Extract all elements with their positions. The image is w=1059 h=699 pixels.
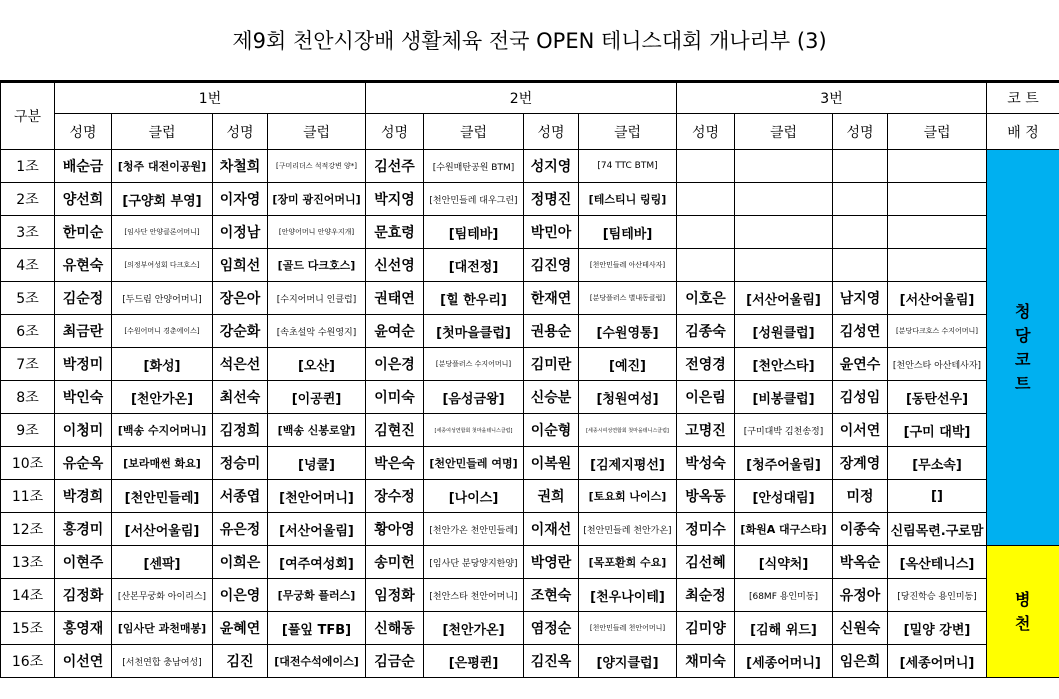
player-name — [677, 216, 735, 249]
player-club: [천안스타 아산테사자] — [888, 348, 987, 381]
player-name: 신승분 — [524, 381, 579, 414]
player-name: 이재선 — [524, 513, 579, 546]
col-club-header: 클럽 — [424, 114, 524, 150]
player-name: 조현숙 — [524, 579, 579, 612]
group-row — [1, 480, 1059, 513]
player-name: 김정화 — [55, 579, 112, 612]
player-club: [천안민들레 대우그린] — [424, 183, 524, 216]
player-club: [대전수석에이스] — [268, 645, 366, 678]
player-club: [수원어머니 경춘에이스] — [112, 315, 213, 348]
player-club: [팀테바] — [579, 216, 677, 249]
player-name: 문효령 — [366, 216, 424, 249]
group-label: 4조 — [1, 249, 55, 282]
player-club: [서산어울림] — [888, 282, 987, 315]
court-assignment — [987, 546, 1059, 678]
player-name: 한재연 — [524, 282, 579, 315]
player-club: [여주여성회] — [268, 546, 366, 579]
player-name: 정명진 — [524, 183, 579, 216]
col-name-header: 성명 — [677, 114, 735, 150]
player-club: [넝쿨] — [268, 447, 366, 480]
player-name: 홍경미 — [55, 513, 112, 546]
player-name: 김성임 — [833, 381, 888, 414]
group-label: 6조 — [1, 315, 55, 348]
player-club: [밀양 강변] — [888, 612, 987, 645]
page-title: 제9회 천안시장배 생활체육 전국 OPEN 테니스대회 개나리부 (3) — [0, 0, 1059, 82]
player-name: 김선주 — [366, 150, 424, 183]
player-club: [세종여성연합회 첫마을테니스클럽] — [424, 414, 524, 447]
player-club: [풀잎 TFB] — [268, 612, 366, 645]
player-name: 송미헌 — [366, 546, 424, 579]
col-club-header: 클럽 — [579, 114, 677, 150]
group-row — [1, 150, 1059, 183]
player-club: [동탄선우] — [888, 381, 987, 414]
player-name: 권태연 — [366, 282, 424, 315]
group-label: 8조 — [1, 381, 55, 414]
player-club: [산본무궁화 아이리스] — [112, 579, 213, 612]
player-club: [힐 한우리] — [424, 282, 524, 315]
player-name: 김종숙 — [677, 315, 735, 348]
player-name: 김정희 — [213, 414, 268, 447]
player-name: 윤혜연 — [213, 612, 268, 645]
court-header-bottom: 배 정 — [987, 114, 1059, 150]
player-name: 권희 — [524, 480, 579, 513]
player-club: [74 TTC BTM] — [579, 150, 677, 183]
player-club: [무소속] — [888, 447, 987, 480]
player-club: [서천연합 충남여성] — [112, 645, 213, 678]
player-club — [888, 183, 987, 216]
player-club: [당진학승 용인미동] — [888, 579, 987, 612]
player-name: 김미란 — [524, 348, 579, 381]
player-name: 차철희 — [213, 150, 268, 183]
player-club: [천안가온] — [424, 612, 524, 645]
player-name: 박정미 — [55, 348, 112, 381]
player-club: [서산어울림] — [735, 282, 833, 315]
player-club: [천안어머니] — [268, 480, 366, 513]
player-name — [833, 249, 888, 282]
player-club: [청주어울림] — [735, 447, 833, 480]
player-club: [세종어머니] — [888, 645, 987, 678]
player-club: [세종시여성연합회 첫마을테니스클럽] — [579, 414, 677, 447]
player-club: [속초설악 수원영지] — [268, 315, 366, 348]
player-club: [천안민들레 천안가온] — [579, 513, 677, 546]
player-club: [무궁화 플러스] — [268, 579, 366, 612]
player-name — [677, 150, 735, 183]
player-club: [수원매탄공원 BTM] — [424, 150, 524, 183]
group-label: 15조 — [1, 612, 55, 645]
player-name: 김금순 — [366, 645, 424, 678]
col-club-header: 클럽 — [735, 114, 833, 150]
player-club: [대전정] — [424, 249, 524, 282]
section-header-1: 1번 — [55, 83, 366, 114]
court-name: 병천 — [1015, 589, 1033, 633]
player-name: 장수정 — [366, 480, 424, 513]
player-name: 박영란 — [524, 546, 579, 579]
player-club: [안성대림] — [735, 480, 833, 513]
player-club: [천안민들레] — [112, 480, 213, 513]
player-club: [장미 광진어머니] — [268, 183, 366, 216]
player-name: 장계영 — [833, 447, 888, 480]
player-name: 전영경 — [677, 348, 735, 381]
player-club: [화원A 대구스타] — [735, 513, 833, 546]
player-name: 임정화 — [366, 579, 424, 612]
player-club — [735, 150, 833, 183]
player-club: [임사단 안양클론어머니] — [112, 216, 213, 249]
group-row — [1, 381, 1059, 414]
player-club — [735, 216, 833, 249]
player-name: 이호은 — [677, 282, 735, 315]
player-name: 김현진 — [366, 414, 424, 447]
player-name: 이자영 — [213, 183, 268, 216]
player-club: [테스티니 링링] — [579, 183, 677, 216]
group-label: 16조 — [1, 645, 55, 678]
group-row — [1, 612, 1059, 645]
player-club: [천안스타 천안어머니] — [424, 579, 524, 612]
group-header: 구분 — [1, 83, 55, 150]
player-club: [나이스] — [424, 480, 524, 513]
player-name: 신원숙 — [833, 612, 888, 645]
player-name: 최선숙 — [213, 381, 268, 414]
player-name: 미정 — [833, 480, 888, 513]
player-name: 박옥순 — [833, 546, 888, 579]
group-label: 7조 — [1, 348, 55, 381]
group-row — [1, 414, 1059, 447]
player-club: [분당플러스 별내동클럽] — [579, 282, 677, 315]
player-club: [첫마을클럽] — [424, 315, 524, 348]
player-club: [의정부여성회 다크호스] — [112, 249, 213, 282]
player-club: [예진] — [579, 348, 677, 381]
player-name: 이서연 — [833, 414, 888, 447]
player-name: 석은선 — [213, 348, 268, 381]
player-club: [은평퀸] — [424, 645, 524, 678]
col-club-header: 클럽 — [888, 114, 987, 150]
player-club — [888, 216, 987, 249]
player-name: 유순옥 — [55, 447, 112, 480]
player-name: 이은림 — [677, 381, 735, 414]
player-name: 김진옥 — [524, 645, 579, 678]
group-label: 10조 — [1, 447, 55, 480]
player-club: [센팍] — [112, 546, 213, 579]
player-name — [833, 216, 888, 249]
player-name: 이정남 — [213, 216, 268, 249]
player-club: [양지클럽] — [579, 645, 677, 678]
player-club: [천안가온] — [112, 381, 213, 414]
player-name: 이복원 — [524, 447, 579, 480]
player-club: [분당다크호스 수지어머니] — [888, 315, 987, 348]
player-name: 김미양 — [677, 612, 735, 645]
player-name: 김순정 — [55, 282, 112, 315]
player-name: 방옥동 — [677, 480, 735, 513]
player-club: [천우나이테] — [579, 579, 677, 612]
player-name: 박성숙 — [677, 447, 735, 480]
player-club: [보라매썬 화요] — [112, 447, 213, 480]
player-name: 유정아 — [833, 579, 888, 612]
court-header-top: 코 트 — [987, 83, 1059, 114]
player-name: 양선희 — [55, 183, 112, 216]
group-row — [1, 183, 1059, 216]
player-name: 배순금 — [55, 150, 112, 183]
player-name: 윤여순 — [366, 315, 424, 348]
group-row — [1, 348, 1059, 381]
player-club: [화성] — [112, 348, 213, 381]
player-club — [735, 249, 833, 282]
player-club: [구미 대박] — [888, 414, 987, 447]
col-name-header: 성명 — [213, 114, 268, 150]
player-name: 황아영 — [366, 513, 424, 546]
player-club: [수원영통] — [579, 315, 677, 348]
player-name: 서종엽 — [213, 480, 268, 513]
group-label: 14조 — [1, 579, 55, 612]
player-club: [두드림 안양어머니] — [112, 282, 213, 315]
player-club: [세종어머니] — [735, 645, 833, 678]
player-club: [천안스타] — [735, 348, 833, 381]
group-label: 12조 — [1, 513, 55, 546]
col-club-header: 클럽 — [112, 114, 213, 150]
player-club: [식약처] — [735, 546, 833, 579]
player-club — [888, 249, 987, 282]
player-club: [옥산테니스] — [888, 546, 987, 579]
player-club: [성원클럽] — [735, 315, 833, 348]
player-club: [분당플러스 수지어머니] — [424, 348, 524, 381]
player-name: 김진영 — [524, 249, 579, 282]
col-name-header: 성명 — [366, 114, 424, 150]
player-name: 임희선 — [213, 249, 268, 282]
player-club: [구미리더스 석적강변 양*] — [268, 150, 366, 183]
group-row — [1, 579, 1059, 612]
player-name: 김성연 — [833, 315, 888, 348]
player-name: 박인숙 — [55, 381, 112, 414]
player-name: 권용순 — [524, 315, 579, 348]
player-club: [백송 수지어머니] — [112, 414, 213, 447]
player-club: [서산어울림] — [112, 513, 213, 546]
player-name: 최금란 — [55, 315, 112, 348]
group-row — [1, 315, 1059, 348]
player-name: 이순형 — [524, 414, 579, 447]
court-name: 청당코트 — [1015, 301, 1033, 393]
player-club: [청원여성] — [579, 381, 677, 414]
player-name: 이희은 — [213, 546, 268, 579]
player-name — [833, 183, 888, 216]
group-row — [1, 546, 1059, 579]
section-header-2: 2번 — [366, 83, 677, 114]
player-name: 이미숙 — [366, 381, 424, 414]
player-club: [] — [888, 480, 987, 513]
group-label: 13조 — [1, 546, 55, 579]
player-club: [서산어울림] — [268, 513, 366, 546]
player-name: 신선영 — [366, 249, 424, 282]
player-club: [천안민들레 아산테사자] — [579, 249, 677, 282]
player-club: [68MF 용인미동] — [735, 579, 833, 612]
player-name — [833, 150, 888, 183]
player-name: 채미숙 — [677, 645, 735, 678]
player-name: 고명진 — [677, 414, 735, 447]
player-name: 남지영 — [833, 282, 888, 315]
player-name: 김선혜 — [677, 546, 735, 579]
group-row — [1, 447, 1059, 480]
player-name: 성지영 — [524, 150, 579, 183]
player-club: [백송 신봉로얄] — [268, 414, 366, 447]
section-header-3: 3번 — [677, 83, 987, 114]
player-club: 신림목련.구로맘 — [888, 513, 987, 546]
col-club-header: 클럽 — [268, 114, 366, 150]
player-club: [목포환희 수요] — [579, 546, 677, 579]
player-name: 이종숙 — [833, 513, 888, 546]
player-club: [천안민들레 천안어머니] — [579, 612, 677, 645]
col-name-header: 성명 — [55, 114, 112, 150]
court-assignment — [987, 150, 1059, 546]
player-name: 최순정 — [677, 579, 735, 612]
player-name: 유현숙 — [55, 249, 112, 282]
player-name: 홍영재 — [55, 612, 112, 645]
player-name: 이선연 — [55, 645, 112, 678]
col-name-header: 성명 — [524, 114, 579, 150]
player-name: 이청미 — [55, 414, 112, 447]
player-club: [음성금왕] — [424, 381, 524, 414]
bracket-table — [0, 82, 1059, 678]
group-row — [1, 249, 1059, 282]
player-club: [청주 대전이공원] — [112, 150, 213, 183]
player-name: 염정순 — [524, 612, 579, 645]
player-club: [오산] — [268, 348, 366, 381]
player-club: [골드 다크호스] — [268, 249, 366, 282]
player-club: [구양회 부영] — [112, 183, 213, 216]
player-name: 정승미 — [213, 447, 268, 480]
player-name: 김진 — [213, 645, 268, 678]
player-club: [구미대박 김천송정] — [735, 414, 833, 447]
player-name: 이은경 — [366, 348, 424, 381]
player-club — [735, 183, 833, 216]
player-club: [임사단 과천매봉] — [112, 612, 213, 645]
player-name: 박은숙 — [366, 447, 424, 480]
player-club: [천안민들레 여명] — [424, 447, 524, 480]
player-club: [김해 위드] — [735, 612, 833, 645]
player-name: 신해동 — [366, 612, 424, 645]
group-label: 3조 — [1, 216, 55, 249]
player-club: [천안가온 천안민들레] — [424, 513, 524, 546]
player-name: 박민아 — [524, 216, 579, 249]
group-label: 2조 — [1, 183, 55, 216]
player-name: 한미순 — [55, 216, 112, 249]
player-name: 박경희 — [55, 480, 112, 513]
player-name: 박지영 — [366, 183, 424, 216]
player-club: [임사단 분당양지한양] — [424, 546, 524, 579]
player-name: 이현주 — [55, 546, 112, 579]
player-name — [677, 249, 735, 282]
player-club: [수지어머니 인클럽] — [268, 282, 366, 315]
group-row — [1, 645, 1059, 678]
player-name: 윤연수 — [833, 348, 888, 381]
player-name: 장은아 — [213, 282, 268, 315]
player-club: [이공퀸] — [268, 381, 366, 414]
player-name: 정미수 — [677, 513, 735, 546]
player-name: 이은영 — [213, 579, 268, 612]
group-label: 1조 — [1, 150, 55, 183]
col-name-header: 성명 — [833, 114, 888, 150]
group-row — [1, 216, 1059, 249]
player-name: 임은희 — [833, 645, 888, 678]
player-name — [677, 183, 735, 216]
player-club: [토요회 나이스] — [579, 480, 677, 513]
player-name: 유은정 — [213, 513, 268, 546]
player-club: [안양어머니 안양우지개] — [268, 216, 366, 249]
player-name: 강순화 — [213, 315, 268, 348]
group-row — [1, 513, 1059, 546]
group-label: 11조 — [1, 480, 55, 513]
player-club: [김제지평선] — [579, 447, 677, 480]
player-club — [888, 150, 987, 183]
group-row — [1, 282, 1059, 315]
player-club: [팀테바] — [424, 216, 524, 249]
group-label: 5조 — [1, 282, 55, 315]
player-club: [비봉클럽] — [735, 381, 833, 414]
group-label: 9조 — [1, 414, 55, 447]
